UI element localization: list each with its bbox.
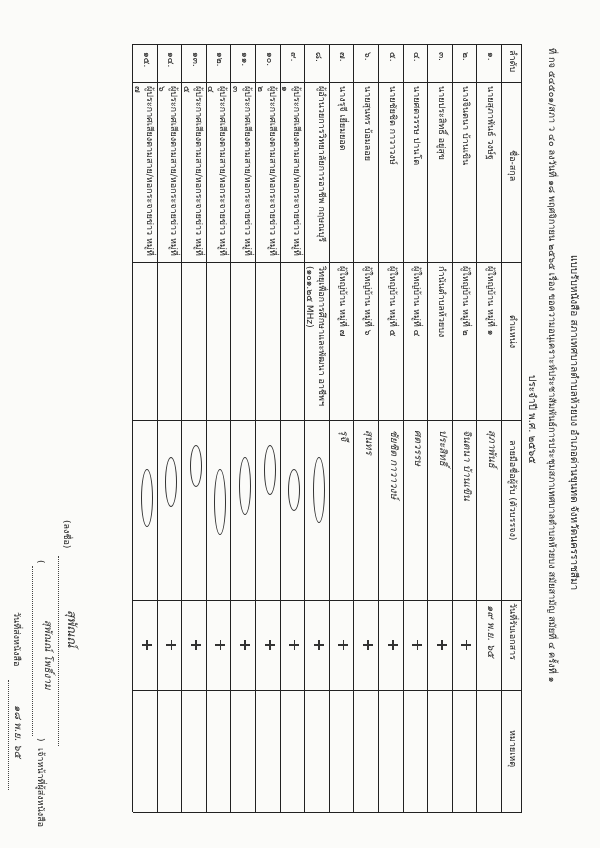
row-position: กำนันตำบลห้วยบง xyxy=(435,266,446,338)
table-column-divider xyxy=(133,44,522,45)
row-name: ผู้อำนวยการวิทยาลัยการอาชีพ กฤษณบุรี xyxy=(315,86,326,243)
row-no: ๔. xyxy=(411,52,422,62)
row-signature: สุภาพันธ์ xyxy=(486,430,497,468)
row-no: ๑๒. xyxy=(214,52,225,67)
row-no: ๘. xyxy=(312,52,323,62)
header-date: วันที่รับเอกสาร xyxy=(507,603,517,660)
row-no: ๕. xyxy=(386,52,397,62)
received-mark xyxy=(388,640,398,650)
row-no: ๒. xyxy=(460,52,471,61)
received-mark xyxy=(166,640,176,650)
handwritten-signature xyxy=(165,457,177,507)
row-no: ๖. xyxy=(362,52,372,61)
row-name: ผู้ประกาศเสียงตามสาย/หอกระจายข่าว หมู่ที่ ๕ xyxy=(180,86,203,256)
row-signature: ชัยชิต กาวาวงษ์ xyxy=(387,430,399,500)
row-no: ๑๕. xyxy=(140,52,151,68)
year-line: ประจำปี พ.ศ. ๒๕๖๕ xyxy=(526,375,537,464)
row-position: ผู้ใหญ่บ้าน หมู่ที่ ๒ xyxy=(460,266,471,336)
row-name: นายประสิทธิ์ อยู่สุข xyxy=(435,86,446,160)
sign-paren-close: ) xyxy=(35,738,45,742)
received-mark xyxy=(265,640,275,650)
header-note: หมายเหตุ xyxy=(507,730,517,768)
row-date: ๑๙ พ.ย. ๖๕ xyxy=(485,605,496,658)
received-mark xyxy=(289,640,299,650)
handwritten-signature xyxy=(190,445,202,487)
table-row-divider xyxy=(305,44,306,812)
sender-name-handwritten: สุพัณณ์ โพธิ์งาม xyxy=(42,620,53,690)
row-no: ๑. xyxy=(485,52,495,61)
header-signature: ลายมือชื่อผู้รับ (ตัวบรรจง) xyxy=(507,440,517,541)
row-position: ผู้ใหญ่บ้าน หมู่ที่ ๑ xyxy=(485,266,495,336)
handwritten-signature xyxy=(313,457,325,523)
table-column-divider xyxy=(133,690,522,691)
received-mark xyxy=(437,640,447,650)
row-name: นางจินตนา บ้านเขิน xyxy=(460,86,471,166)
table-column-divider xyxy=(133,420,522,421)
send-date-line xyxy=(8,680,10,790)
sender-signature: สุพัณณ์ xyxy=(65,610,79,648)
table-row-divider xyxy=(477,44,478,812)
received-mark xyxy=(142,640,152,650)
row-position: ผู้ใหญ่บ้าน หมู่ที่ ๖ xyxy=(362,266,372,336)
sign-label: (ลงชื่อ) xyxy=(61,520,71,549)
table-row-divider xyxy=(428,44,429,812)
row-name: ผู้ประกาศเสียงตามสาย/หอกระจายข่าว หมู่ที่ ๒ xyxy=(254,86,277,256)
header-position: ตำแหน่ง xyxy=(507,315,517,349)
header-name: ชื่อ-สกุล xyxy=(507,150,517,182)
received-mark xyxy=(461,640,471,650)
handwritten-signature xyxy=(141,469,153,527)
handwritten-signature xyxy=(214,469,226,535)
table-column-divider xyxy=(133,82,522,83)
received-mark xyxy=(314,640,324,650)
row-signature: ประสิทธิ์ xyxy=(436,430,448,466)
send-date-value: ๑๘ พ.ย. ๖๕ xyxy=(12,705,23,759)
table-row-divider xyxy=(329,44,330,812)
table-row-divider xyxy=(378,44,379,812)
name-line xyxy=(32,566,34,736)
received-mark xyxy=(338,640,348,650)
row-no: ๑๓. xyxy=(189,52,200,67)
table-column-divider xyxy=(133,262,522,263)
received-mark xyxy=(240,640,250,650)
row-position: ผู้ใหญ่บ้าน หมู่ที่ ๗ xyxy=(337,266,348,337)
row-position: ผู้ใหญ่บ้าน หมู่ที่ ๕ xyxy=(386,266,397,337)
row-name: นายสุภาพันธ์ วงษ์ฐ xyxy=(485,86,495,160)
row-no: ๑๐. xyxy=(263,52,274,67)
handwritten-signature xyxy=(239,457,251,515)
row-signature: สุนทร xyxy=(363,430,374,455)
send-date-label: วันที่ส่งหนังสือ xyxy=(11,612,21,667)
row-position: ผู้ใหญ่บ้าน หมู่ที่ ๔ xyxy=(411,266,422,337)
reference-line: ที่ กจ ๕๔๕๐๑/สภา ว ๔๐ ลงวันที่ ๑๘ พฤศจิกายน ๒๕๖๕ เรื่อง ขอความอนุเคราะห์ประชาสัมพันธ์การประชุมสภาเทศบาลตำบลห้วยบง สมัยสามัญ สมัยที่ ๔ ครั้งที่ ๑ xyxy=(546,48,557,683)
table-row-divider xyxy=(403,44,404,812)
table-row-divider xyxy=(354,44,355,812)
sign-line xyxy=(58,556,60,746)
header-no: ลำดับ xyxy=(507,50,517,73)
row-name: นางรุจี เยี่ยมยอด xyxy=(337,86,348,151)
row-no: ๗. xyxy=(337,52,348,62)
row-no: ๙. xyxy=(288,52,299,62)
sender-role: เจ้าหน้าที่ผู้ส่งหนังสือ xyxy=(35,748,45,828)
row-name: นายสุนทร บ้อมลอย xyxy=(362,86,372,161)
row-no: ๑๑. xyxy=(239,52,249,67)
table-column-divider xyxy=(133,600,522,601)
document-title: แบบรับหนังสือ สภาเทศบาลตำบลห้วยบง อำเภอด่านขุนทด จังหวัดนครราชสีมา xyxy=(568,255,579,591)
received-mark xyxy=(363,640,373,650)
row-name: ผู้ประกาศเสียงตามสาย/หอกระจายข่าว หมู่ที่ ๗ xyxy=(131,86,154,256)
row-signature: จินตนา บ้านเขิน xyxy=(461,430,473,501)
row-position: วิทยุเพื่อการศึกษาและพัฒนา อาชีพฯ (๑๐๑.๒๕ MHz) xyxy=(303,266,326,406)
row-signature: ศตวรรษ xyxy=(412,430,424,466)
row-name: นายชัยชิต กาวาวงษ์ xyxy=(386,86,397,165)
row-no: ๓. xyxy=(435,52,446,62)
row-name: ผู้ประกาศเสียงตามสาย/หอกระจายข่าว หมู่ที่ ๖ xyxy=(156,86,179,256)
table-row-divider xyxy=(452,44,453,812)
received-mark xyxy=(191,640,201,650)
sign-paren-open: ( xyxy=(35,560,45,564)
row-name: ผู้ประกาศเสียงตามสาย/หอกระจายข่าว หมู่ที่ ๓ xyxy=(230,86,252,256)
table-header-divider xyxy=(501,44,502,812)
table-border-top xyxy=(521,44,522,812)
row-name: นายศตวรรษ ปานโต xyxy=(411,86,422,166)
table-column-divider xyxy=(133,812,522,813)
row-no: ๑๔. xyxy=(165,52,176,68)
received-mark xyxy=(215,640,225,650)
row-signature: รุจี xyxy=(338,430,350,442)
row-name: ผู้ประกาศเสียงตามสาย/หอกระจายข่าว หมู่ที่ ๔ xyxy=(205,86,228,256)
handwritten-signature xyxy=(264,445,276,495)
handwritten-signature xyxy=(288,469,300,511)
received-mark xyxy=(412,640,422,650)
row-name: ผู้ประกาศเสียงตามสาย/หอกระจายข่าว หมู่ที่ ๑ xyxy=(279,86,302,256)
